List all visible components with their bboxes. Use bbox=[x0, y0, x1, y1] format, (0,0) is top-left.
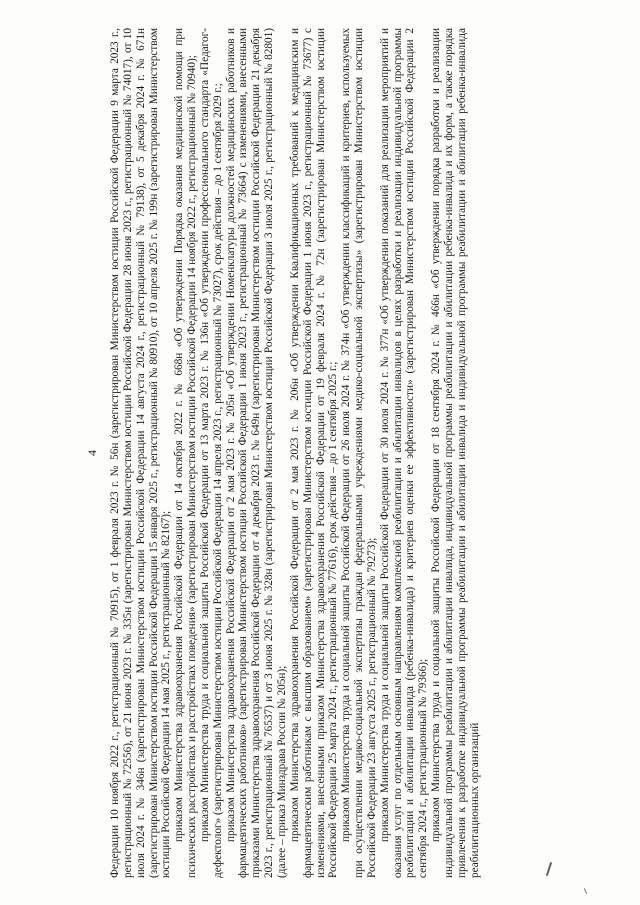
rotated-text-block bbox=[85, 28, 605, 878]
paragraph-5: приказом Министерства здравоохранения Российской Федерации от 2 мая 2023 г. № 206н «Об утверждении Квалификационных требований к медицинским и фармацевтическим работникам с высшим образованием» (зарегистрирован Министерством юстиции Российской Федерации 1 июня 2023 г., регистрационный № 73677) с изменениями, внесенными приказом Министерства здравоохранения Российской Федерации от 19 февраля 2024 г. № 72н (зарегистрирован Министерством юстиции Российской Федерации 25 марта 2024 г., регистрационный № 77616), срок действия – до 1 сентября 2025 г.; bbox=[288, 28, 340, 878]
paragraph-2: приказом Министерства здравоохранения Российской Федерации от 14 октября 2022 г. № 668н «Об утверждении Порядка оказания медицинской помощи при психических расстройствах и расстройствах поведения» (зарегистрирован Министерством юстиции Российской Федерации 14 ноября 2022 г., регистрационный № 70940); bbox=[173, 28, 199, 878]
scan-mark bbox=[584, 888, 587, 894]
paragraph-3: приказом Министерства труда и социальной защиты Российской Федерации от 13 марта 2023 г. № 136н «Об утверждении профессионального стандарта «Педагог-дефектолог» (зарегистрирован Министерством юстиции Российской Федерации 14 апреля 2023 г., регистрационный № 73027), срок действия – до 1 сентября 2029 г.; bbox=[198, 28, 224, 878]
paragraph-8: приказом Министерства труда и социальной защиты Российской Федерации от 18 сентября 2024 г. № 466н «Об утверждении порядка разработки и реализации индивидуальной программы реабилитации и абилитации инвалида, индивидуальной программы реабилитации и абилитации ребенка-инвалида и их форм, а также порядка привлечения к разработке индивидуальной программы реабилитации и абилитации инвалида и индивидуальной программы реабилитации и абилитации ребенка-инвалида реабилитационных организаций bbox=[430, 28, 481, 878]
paragraph-6: приказом Министерства труда и социальной защиты Российской Федерации от 26 июля 2024 г. № 374н «Об утверждении классификаций и критериев, используемых при осуществлении медико-социальной экспертизы граждан федеральными учреждениями медико-социальной экспертизы» (зарегистрирован Министерством юстиции Российской Федерации 23 августа 2025 г., регистрационный № 79273); bbox=[340, 28, 378, 878]
paragraph-1: Федерации 10 ноября 2022 г., регистрационный № 70915), от 1 февраля 2023 г. № 56н (зарегистрирован Министерством юстиции Российской Федерации 9 марта 2023 г., регистрационный № 72556), от 21 июня 2023 г. № 335н (зарегистрирован Министерством юстиции Российской Федерации 28 июня 2023 г., регистрационный № 74017), от 10 июля 2024 г. № 346н (зарегистрирован Министерством юстиции Российской Федерации 14 августа 2024 г., регистрационный № 79138), от 5 декабря 2024 г. № 671н (зарегистрирован Министерством юстиции Российской Федерации 15 января 2025 г., регистрационный № 80910), от 10 апреля 2025 г. № 199н (зарегистрирован Министерством юстиции Российской Федерации 14 мая 2025 г., регистрационный № 82167); bbox=[109, 28, 173, 878]
page-number: 4 bbox=[85, 450, 99, 456]
paragraph-7: приказом Министерства труда и социальной защиты Российской Федерации от 30 июля 2024 г. № 377н «Об утверждении показаний для реализации мероприятий и оказания услуг по отдельным основным направлениям комплексной реабилитации и абилитации инвалидов в целях разработки и реализации индивидуальной программы реабилитации и абилитации инвалида (ребенка-инвалида) и критериев оценки ее эффективности» (зарегистрирован Министерством юстиции Российской Федерации 2 сентября 2024 г., регистрационный № 79366); bbox=[378, 28, 430, 878]
paragraph-4: приказом Министерства здравоохранения Российской Федерации от 2 мая 2023 г. № 205н «Об утверждении Номенклатуры должностей медицинских работников и фармацевтических работников» (зарегистрирован Министерством юстиции Российской Федерации 1 июня 2023 г., регистрационный № 73664) с изменениями, внесенными приказами Министерства здравоохранения Российской Федерации от 4 декабря 2023 г. № 649н (зарегистрирован Министерством юстиции Российской Федерации 21 декабря 2023 г., регистрационный № 76537) и от 3 июня 2025 г. № 328н (зарегистрирован Министерством юстиции Российской Федерации 3 июля 2025 г., регистрационный № 82801) (далее – приказ Минздрава России № 205н); bbox=[224, 28, 288, 878]
